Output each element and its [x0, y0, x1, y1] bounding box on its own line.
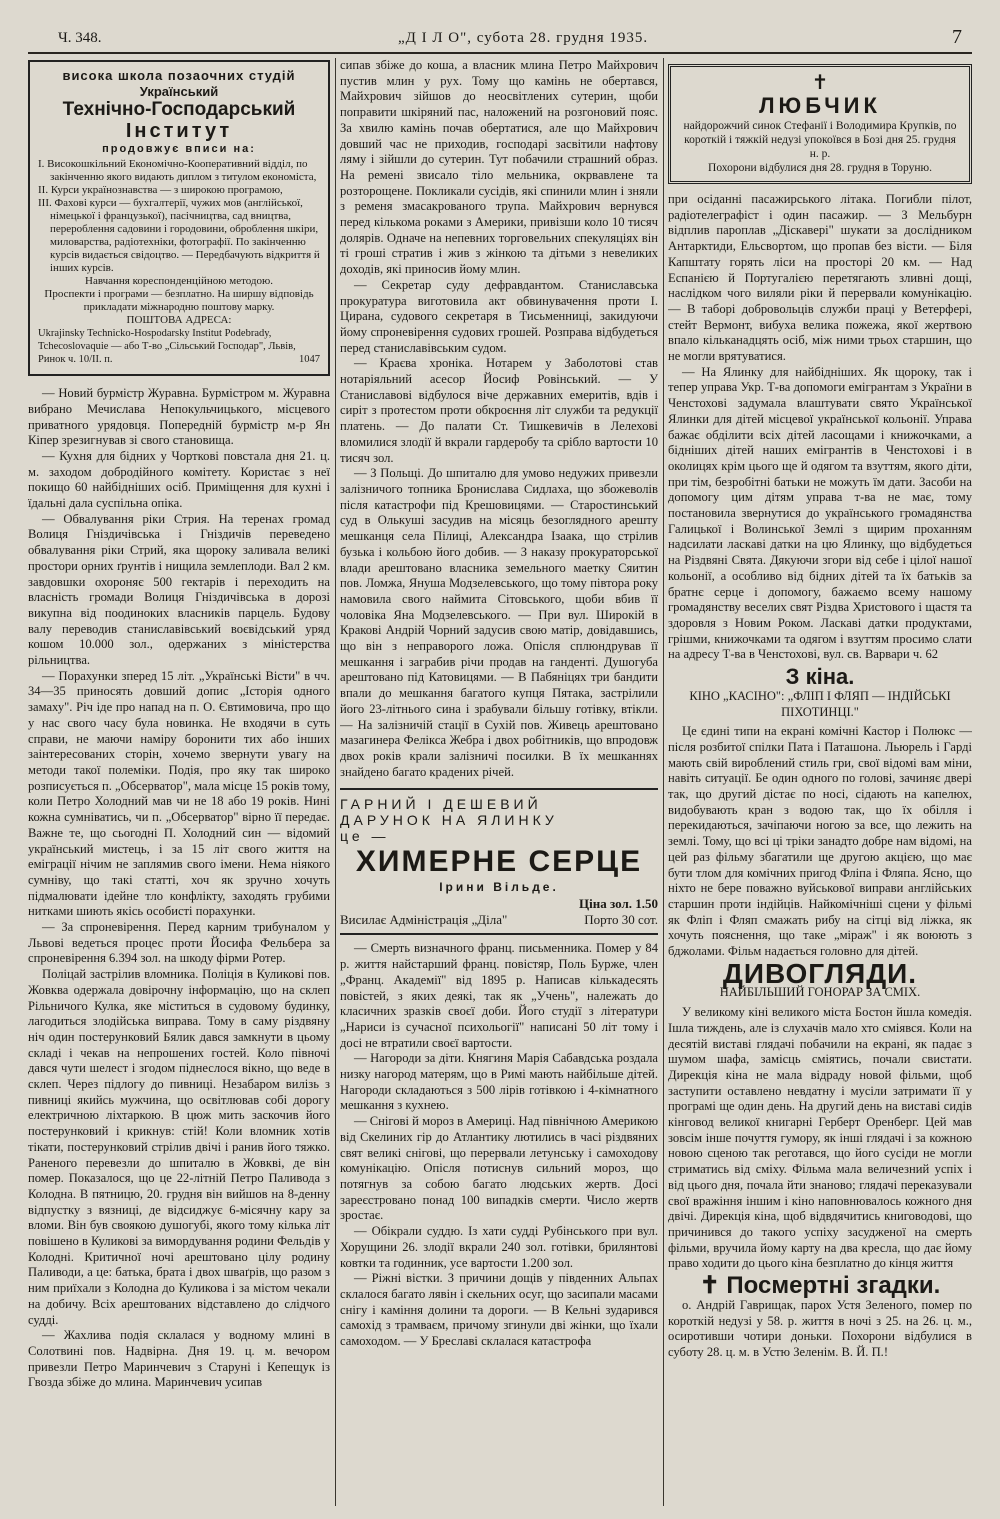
obituary-text: найдорожчий синок Стефанії і Володимира Крупків, по короткій і тяжкій недузі упокоївся в Бозі дня 25. грудня н. р.: [683, 120, 957, 160]
cinema-subheading: КІНО „КАСІНО": „ФЛІП І ФЛЯП — ІНДІЙСЬКІ ПІХОТИНЦІ.": [689, 688, 951, 719]
promo-line: це —: [340, 828, 390, 845]
section-heading-curiosities: ДИВОГЛЯДИ.: [722, 957, 918, 989]
column-2: [340, 58, 658, 1508]
ad-item: І. Високошкільний Економічно-Кооперативний відділ, по закінченню якого видають диплом з титулом економіста,: [38, 158, 317, 184]
ad-note: Проспекти і програми — безплатно. На ширшу відповідь прикладати міжнародню поштову марку.: [44, 288, 314, 314]
cinema-review: Це єдині типи на екрані комічні Кастор і Полюкс — після розбитої спілки Пата і Паташона. Льюрель і Гарді мають свій вироблений стиль гри, свої відомі вам міни, навіть ситуації. Бе один одного по голові, зачиняє двері так, що другий дістає по носі, сідають на капелюх, видобувають кран з водою так, що їх обілля і перекидаються, зачіпаючи ногою за все, що лежить на землі. Тому, що всі ці тріки занадто добре нам відомі, на цей раз фільму збагатили ще другою акцією, що має бути тлом для комічних пригод Фліпа і Фляпа. Ясно, що ніхто не бере поважно вуйськової виправи англійських старшин проти індійців. Найкомічніші сцени у фільмі як Фліп і Фляп смажать рибу на сітці від ліжка, як хочуть пояснення, що таке „міраж" і як воюють з бджолами. Фільм надається головно для дітей.: [668, 724, 972, 959]
obituary-funeral: Похорони відбулися дня 28. грудня в Торуню.: [708, 162, 932, 174]
obituary-note: о. Андрій Гаврищак, парох Устя Зеленого, помер по короткій недузі у 58. р. життя в ночі з 25. на 26. ц. м., осиротивши чотири доньки. Похорони відбулися в суботу 28. ц. м. в Устю Зеленім. В. Й. П.!: [668, 1297, 972, 1359]
news-item: — За спроневірення. Перед карним трибуналом у Львові ведеться процес проти Йосифа Фельбера за спроневірення 6.394 зол. на шкоду фірми Ротер.: [28, 920, 330, 966]
news-item: — Смерть визначного франц. письменника. Помер у 84 р. життя найстарший франц. повістяр, Поль Бурже, член „Франц. Академії" від 1895 р. Написав кількадесять повістей, з яких деякі, так як „Учень", належать до класичних зразків своєї доби. Його студії з літератури „Нариси із сучасної психольогії" написані 50 літ тому і досі не втратили своєї вартости.: [340, 941, 658, 1050]
column-1: [28, 58, 330, 1508]
header-rule: [28, 52, 972, 54]
page-number: 7: [952, 26, 962, 48]
book-title: ХИМЕРНЕ СЕРЦЕ: [355, 845, 643, 879]
ad-item: II. Курси українознавства — з широкою програмою,: [38, 184, 283, 197]
curiosities-story: У великому кіні великого міста Бостон йшла комедія. Ішла тиждень, але із слухачів мало хто сміявся. Коли на десятій виставі глядачі побачили на екрані, як падає з шумом шафа, замісць сміятись, почали свистати. Дирекція кіна не мала відраду новой фільми, щоб заступити оставлено невдатну і мусіли затримати її у програмі ще один день. На другий день на виставі сидів кінговод великої книгарні Герберт Оренберг. Цей мав зовсім інше почуття гумору, як інші глядачі і за кожною новою сценою так реготався, що його сусіди не могли стриматись від сміху. Фільма мала величезний успіх і від цього дня, почала йти знаново; глядачі переказували свої вражіння іншим і кіно наповнювалось кожного дня двічі. Дирекція кіна, щоб відвдячитись книговодові, що причинився до такого успіху засудженої на смерть фільми, вручила йому карту на два кресла, що дає йому право ходити до цього кіна безплатно до кінця життя: [668, 1005, 972, 1271]
book-author: Ірини Вільде.: [439, 880, 559, 895]
book-price: Ціна зол. 1.50: [579, 896, 658, 912]
promo-sender-row: [340, 912, 658, 928]
ad-address: [38, 327, 320, 366]
ad-headline: Інститут: [125, 120, 233, 143]
news-item: — Обікрали суддю. Із хати судді Рубінського при вул. Хорущини 26. злодії вкрали 240 зол. готівки, брилянтові ковтки та годинник, усе вартости 1.200 зол.: [340, 1224, 658, 1270]
news-item: — Нагороди за діти. Княгиня Марія Сабавдська роздала низку нагород матерям, що в Римі мають найбільше дітей. Нагороди складаються з 500 лірів готівкою і 4-кімнатного мешкання з кухнею.: [340, 1051, 658, 1113]
news-item: — Обвалування ріки Стрия. На теренах громад Волиця Гніздичівська і Гніздичів переведено обвалування ріки Стрий, яка щороку заливала великі простори орних ґрунтів і нищила землеплоди. Вал 2 км. завдовшки охороняє 500 гектарів і переходить на власність громади Волиця Гніздичівська в дорозі викупна від поодиноких власників парцель. Будову валу переводив станиславівський воєвідський уряд кошом 10.000 зол., одержаних з міністерства рільництва.: [28, 511, 330, 668]
masthead: „Д І Л О", субота 28. грудня 1935.: [398, 30, 649, 46]
section-heading-obituaries: ✝ Посмертні згадки.: [699, 1272, 941, 1300]
column-3: [668, 58, 972, 1508]
promo-line: ГАРНИЙ І ДЕШЕВИЙ: [340, 796, 542, 813]
ad-line: продовжує вписи на:: [102, 143, 256, 156]
news-item: при осіданні пасажирського літака. Погибли пілот, радіотелеграфіст і один пасажир. — З Мельбурн відплив пароплав „Діскавері" шукати за дослідником Антарктиди, Ельсвортом, що пропав без вісти. — Біля Капштату горять ліси на просторі 20 км. — Над Еспанією й Португалією перетягають зливні дощі, наслідком чого виляли ріки й перервали комунікацію. — В таборі добровольців служби праці у Ветерфері, стейт Вермонт, вибуха велика пожежа, якої жертвою впало кільканадцять осіб, між ними трьох старшин, що не могли врятуватися.: [668, 192, 972, 364]
cross-icon: ✝: [811, 72, 829, 94]
ad-line: Український: [139, 83, 219, 99]
news-item: сипав збіже до коша, а власник млина Петро Майхрович пустив млин у рух. Тому що камінь не обертався, Майхрович зійшов до неосвітлених сутерин, щоби поправити шкіряний пас, наложений на розгоновий пояс. За хвилю камінь почав обертатися, але що Майхрович довший час не приходив, господарі засвітили нафтову ляму і зійшли до сутерин. Тут побачили страшний образ. На ремені звисало тіло мельника, окрвавлене та розторощене. Покликали сусідів, які спинили млин і зняли з ременя змасакрованого трупа. Майхрович вернувся перед кількома роками з Америки, привізши коло 10 тисяч долярів. Одначе на непевних торговельних спекуляціях він ті гроші стратив і жив з жінкою та дітьми з невеликих доходів, які приносив йому млин.: [340, 58, 658, 277]
column-divider: [663, 58, 664, 1506]
ad-item: III. Фахові курси — бухгалтерії, чужих мов (англійської, німецької і французької), пасічництва, сад вництва, перероблення садовини і городовини, оброблення шкіри, миловарства, радіотехніки, фотографії. По закінченню курсів видається свідоцтво. — Передбачують відкриття й інших курсів.: [38, 197, 320, 275]
news-item: — Краєва хроніка. Нотарем у Заболотові став нотаріяльний асесор Йосиф Ровінський. — У Станиславові відбулося віче державних емеритів, вдів і сиріт з протестом проти обкроєння літ служби та редукції платень. — До палати Ст. Тишкевичів в Лелехові вломилися злодії й вкрали гардеробу та срібло вартости 10 тисяч зол.: [340, 356, 658, 465]
ad-address-title: ПОШТОВА АДРЕСА:: [126, 314, 232, 327]
column-divider: [335, 58, 336, 1506]
section-heading-cinema: З кіна.: [785, 664, 855, 690]
news-item: — Снігові й мороз в Америці. Над північною Америкою від Скелиних гір до Атлантику лютились в часі різдвяних свят великі снігові, що перервали летунську і самоходову комунікацію. Опісля потиснув сильний мороз, що потягнув за собою багато людських жертв. Досі зареєстровано понад 100 випадків смерти. Число жертв зростає.: [340, 1114, 658, 1223]
school-advertisement: [28, 60, 330, 376]
promo-sender: Висилає Адміністрація „Діла": [340, 911, 508, 927]
obituary-box: [668, 64, 972, 184]
news-item: — Кухня для бідних у Чорткові повстала дня 21. ц. м. заходом добродійного комітету. Користає з неї покищо 60 найбідніших осіб. Приміщення для кухні і їдальні дала суспільна опіка.: [28, 448, 330, 511]
ad-address-text: Ukrajinsky Technicko-Hospodarsky Institut Podebrady, Tchecoslovaquie — або Т-во „Сільський Господар", Львів, Ринок ч. 10/II. п.: [38, 328, 296, 366]
promo-price-row: [340, 896, 658, 912]
news-item: — Жахлива подія склалася у водному млині в Солотвині пов. Надвірна. Дня 19. ц. м. вечором привезли Петро Маринчевич з Старуні і Кепещук із Гвозда збіже до млина. Маринчевич усипав: [28, 1328, 330, 1390]
promo-postage: Порто 30 сот.: [584, 911, 658, 927]
ad-line: висока школа позаочних студій: [62, 68, 296, 83]
obituary-name: ЛЮБЧИК: [759, 93, 881, 118]
news-item: — Ріжні вістки. З причини дощів у південних Альпах склалося багато лявін і скельних осуг, що засипали масами снігу і каміння долини та дороги. — В Кельні зударився самохід з трамваєм, причому згинули дві жінки, що їхали самоходом. — У Бреславі склалася катастрофа: [340, 1271, 658, 1349]
page-header: [28, 26, 972, 50]
news-item: Поліцай застрілив вломника. Поліція в Куликові пов. Жовква одержала довірочну інформацію, що на склеп Рільничого Кулка, яке міститься в судовому будинку, лагодиться злодійська виправа. Тому в саму різдвяну ніч один постерунковий Бялик дався замкнути в цьому складі і чекав на непрошених гостей. Коло півночі дався чути шелест і згодом піднеслося вікно, що веде в склеп. Через підлогу до пивниці. Незабаром вилізь з пивниці якийсь мужчина, що освітлював собі дорогу електричною ліхтаркою. В цюж мить заскочив його постерунковий і крикнув: стій! Коли вломник хотів тікати, постерунковий стрілив двічі і ранив його тяжко. Раненого перевезли до шпиталю в Жовкві, де він помер. Показалося, що це 22-літній Петро Паливода з Колодна. В пятницю, 20. грудня він вийшов на 8-денну відпустку з вязниці, де відсиджує 6-місячну кару за вломи. Він був своякою душогубі, якого тому кілька літ повішено в Куликові за вимордування родини Фельдів у Колодні. Критичної ночі арештовано цілу родину Паливоди, а це: батька, брата і двох шваґрів, що разом з ним приїхали з Колодна до Куликова і за містом чекали на добичу. Всіх арештованих відставлено до слідчого судді.: [28, 967, 330, 1327]
news-item: — Новий бурмістр Журавна. Бурмістром м. Журавна вибрано Мечислава Непокульчицького, місцевого приватного урядовця. Попередній бурмістр м-р Ян Кіпер зрезигнував зі свого становища.: [28, 386, 330, 448]
news-item: — З Польщі. До шпиталю для умово недужих привезли залізничого топника Бронислава Сидлаха, що збожеволів після катастрофи під Крешовицями. — Старостинський суд в Олькуші засудив на місяць безоглядного арешту мешканця села Пілиці, Александра Ізаака, що стрілив бузька і кольбою його добив. — З наказу прокураторської влади арештовано власника земельного маетку Сяитин пов. Ломжа, Януша Модзелевського, що тому півтора року намовила свого наймита Сітовського, щоби вбив її чоловіка Яна Модзелевського. — При вул. Широкій в Кракові Андрій Чорний задусив свою матір, довідавшись, що він з неправорого ложа. Опісля сплюндрував її мешкання і заграбив річи продав на ганденті. Душогуба арештовано під Катовицями. — В Пабяніцях три бандити впали до мешкання багатого купця Пятака, застрілили його 23-літнього сина і зрабували більшу готівку, втікли. — На залізничій стації в Сухій пов. Живець арештовано мазагинера Фелікса Жебра і двох робітників, що впродовж двох років крали залізничі посилки. В їх мешканнях знайдено багато крадених річей.: [340, 466, 658, 779]
news-item: — На Ялинку для найбідніших. Як щороку, так і тепер управа Укр. Т-ва допомоги емігрантам з України в Ченстохові задумала влаштувати свято Української Ялинки для дітей місцевої української кольонії. Управа бажає обділити всіх дітей ласощами і книжочками, а бідніших дітей наших емігрантів в Ченстохові і в околицях крім цього ще й одягом та взуттям, якого діти, при тім, безробітні батьки не можуть їм дати. Засоби на допомогу цим дітям управа т-ва не має, тому постановила звернутися до українського громадянства Галицької і Волинської Землі з щирим проханням надсилати ласкаві датки на цю Ялинку, що відбудеться на Різдвяні Свята. Дякуючи згори від себе і цілої нашої кольонії, а особливо від бідних дітей та їх батьків за братнє серце і допомогу, бажаємо всему нашому громадянству веселих свят Різдва Христового і щастя та здоровля з Новим Роком. Ласкаві датки продуктами, грішми, книжочками та одягом і взуттям просимо слати на адресу Т-ва в Ченстохові, вул. св. Варвари ч. 62: [668, 364, 972, 662]
news-item: — Порахунки зперед 15 літ. „Українські Вісти" в чч. 34—35 приносять довший допис „Історія одного замаху". Річ іде про напад на п. О. Євтимовича, про що у нас свого часу була новинка. Не входячи в суть справи, не маючи наміру боронити тих або інших заінтересованих сторін, хочемо звернути увагу на методи такої полеміки. Подія, про яку так широко розписується п. „Обсерватор", мала місце 15 років тому, коли Петро Холодний мав чи не 18 або 19 років. Нині кожна сумніватись, чи п. „Обсерватор" вірно її передає. Важне те, що сьогодні П. Холодний син — відомий український мистець, і за 15 літ свого життя на еміграції нічим не заплямив свого імени. Нема ніякого сумніву, що такі статті, хоч як зручно хочуть підмалювати ідейне тло конфлікту, заходять грубими нитками шиють якісь особисті порахунки.: [28, 668, 330, 919]
news-item: — Секретар суду дефравдантом. Станиславська прокуратура виготовила акт обвинувачення проти І. Цирана, судового секретаря в Тисьменниці, закидуючи йому спроневірення судових грошей. Розправа відбудеться перед станиславівським судом.: [340, 277, 658, 355]
ad-headline: Технічно-Господарський: [62, 99, 296, 121]
ad-code: 1047: [299, 354, 320, 366]
promo-rule: [340, 933, 658, 935]
ad-note: Навчання кореспонденційною методою.: [85, 275, 273, 288]
book-promo: [340, 788, 658, 935]
issue-number: Ч. 348.: [58, 30, 102, 46]
curiosities-subheading: НАЙБІЛЬШИЙ ГОНОРАР ЗА СМІХ.: [719, 985, 921, 1000]
promo-line: ДАРУНОК НА ЯЛИНКУ: [340, 812, 558, 829]
